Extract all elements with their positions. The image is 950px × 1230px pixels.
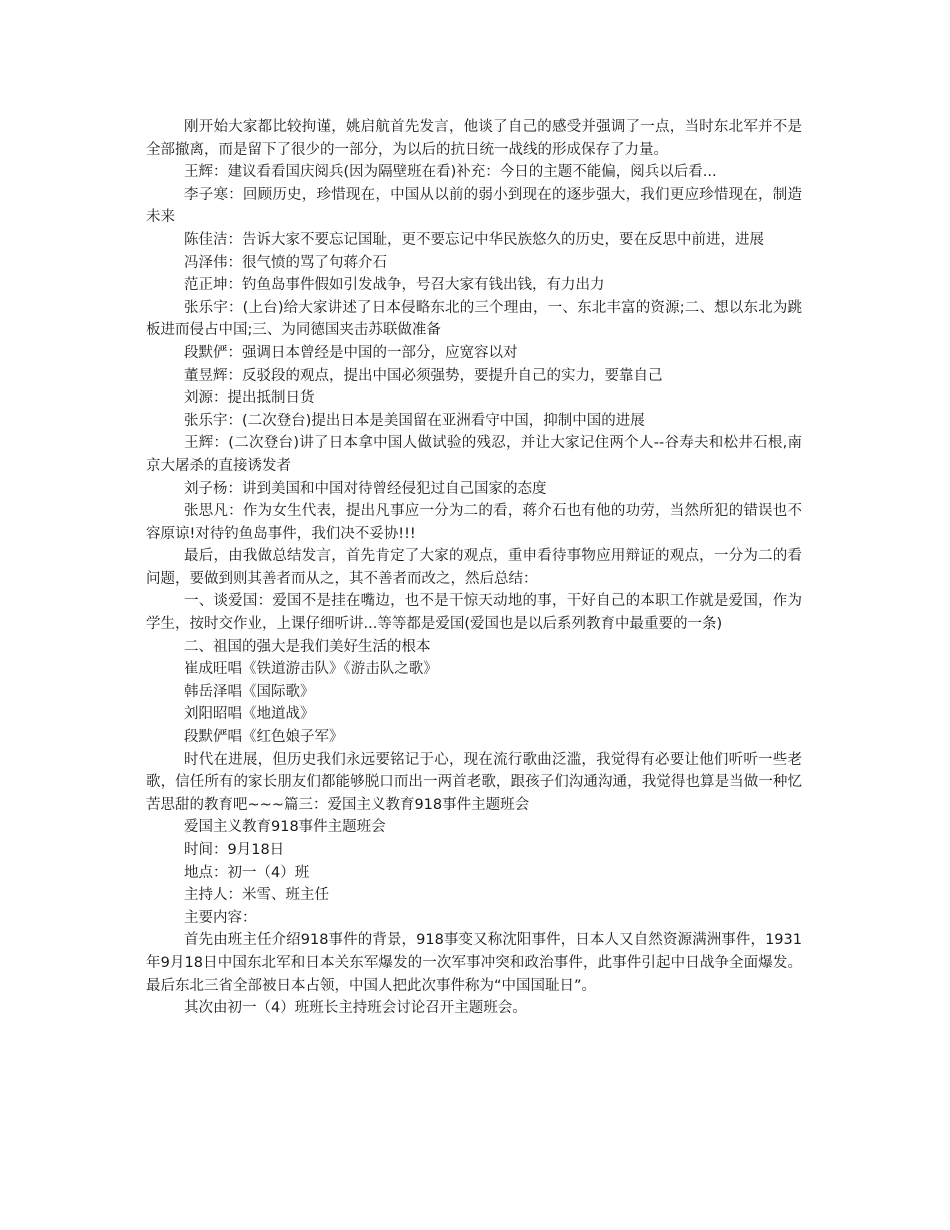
- paragraph: 主要内容：: [184, 909, 257, 926]
- paragraph: 刘阳昭唱《地道战》: [184, 706, 315, 723]
- paragraph: 王辉：建议看看国庆阅兵(因为隔壁班在看)补充：今日的主题不能偏，阅兵以后看...: [184, 164, 717, 181]
- paragraph: 时间：9月18日: [184, 842, 285, 858]
- paragraph: 冯泽伟：很气愤的骂了句蒋介石: [184, 254, 387, 271]
- paragraph: 张乐宇：(二次登台)提出日本是美国留在亚洲看守中国，抑制中国的进展: [184, 412, 645, 429]
- paragraph: 首先由班主任介绍918事件的背景，918事变又称沈阳事件，日本人又自然资源满洲事件，1931年9月18日中国东北军和日本关东军爆发的一次军事冲突和政治事件，此事件引起中日战争全面爆发。最后东北三省全部被日本占领，中国人把此次事件称为“中国国耻日”。: [146, 932, 802, 994]
- document-body: [146, 116, 802, 1020]
- paragraph: 陈佳洁：告诉大家不要忘记国耻，更不要忘记中华民族悠久的历史，要在反思中前进，进展: [184, 231, 764, 248]
- paragraph: 时代在进展，但历史我们永远要铭记于心，现在流行歌曲泛滥，我觉得有必要让他们听听一些老歌，信任所有的家长朋友们都能够脱口而出一两首老歌，跟孩子们沟通沟通，我觉得也算是当做一种忆苦思甜的教育吧~~~篇三：爱国主义教育918事件主题班会: [146, 751, 802, 813]
- paragraph: 刘子杨：讲到美国和中国对待曾经侵犯过自己国家的态度: [184, 480, 547, 497]
- paragraph: 张思凡：作为女生代表，提出凡事应一分为二的看，蒋介石也有他的功劳，当然所犯的错误也不容原谅!对待钓鱼岛事件，我们决不妥协!!!: [146, 503, 802, 542]
- paragraph: 二、祖国的强大是我们美好生活的根本: [184, 638, 431, 655]
- paragraph: 崔成旺唱《铁道游击队》《游击队之歌》: [184, 661, 438, 678]
- paragraph: 韩岳泽唱《国际歌》: [184, 683, 315, 700]
- paragraph: 地点：初一（4）班: [184, 864, 310, 881]
- paragraph: 一、谈爱国：爱国不是挂在嘴边，也不是干惊天动地的事，干好自己的本职工作就是爱国，作为学生，按时交作业，上课仔细听讲...等等都是爱国(爱国也是以后系列教育中最重要的一条): [146, 593, 802, 633]
- paragraph: 董昱辉：反驳段的观点，提出中国必须强势，要提升自己的实力，要靠自己: [184, 367, 663, 384]
- paragraph: 爱国主义教育918事件主题班会: [184, 819, 386, 836]
- paragraph: 张乐宇：(上台)给大家讲述了日本侵略东北的三个理由，一、东北丰富的资源;二、想以东北为跳板进而侵占中国;三、为同德国夹击苏联做准备: [146, 299, 802, 339]
- paragraph: 段默俨唱《红色娘子军》: [184, 729, 344, 746]
- paragraph: 李子寒：回顾历史，珍惜现在，中国从以前的弱小到现在的逐步强大，我们更应珍惜现在，制造未来: [146, 186, 802, 226]
- paragraph: 刚开始大家都比较拘谨，姚启航首先发言，他谈了自己的感受并强调了一点，当时东北军并不是全部撤离，而是留下了很少的一部分，为以后的抗日统一战线的形成保存了力量。: [146, 119, 802, 158]
- paragraph: 最后，由我做总结发言，首先肯定了大家的观点，重申看待事物应用辩证的观点，一分为二的看问题，要做到则其善者而从之，其不善者而改之，然后总结：: [146, 548, 802, 587]
- paragraph: 段默俨：强调日本曾经是中国的一部分，应宽容以对: [184, 344, 518, 361]
- paragraph: 范正坤：钓鱼岛事件假如引发战争，号召大家有钱出钱，有力出力: [184, 277, 605, 294]
- paragraph: 主持人：米雪、班主任: [184, 887, 329, 904]
- paragraph: 刘源：提出抵制日货: [184, 390, 315, 407]
- paragraph: 其次由初一（4）班班长主持班会讨论召开主题班会。: [184, 1000, 527, 1017]
- paragraph: 王辉：(二次登台)讲了日本拿中国人做试验的残忍，并让大家记住两个人--谷寿夫和松井石根,南京大屠杀的直接诱发者: [146, 435, 802, 474]
